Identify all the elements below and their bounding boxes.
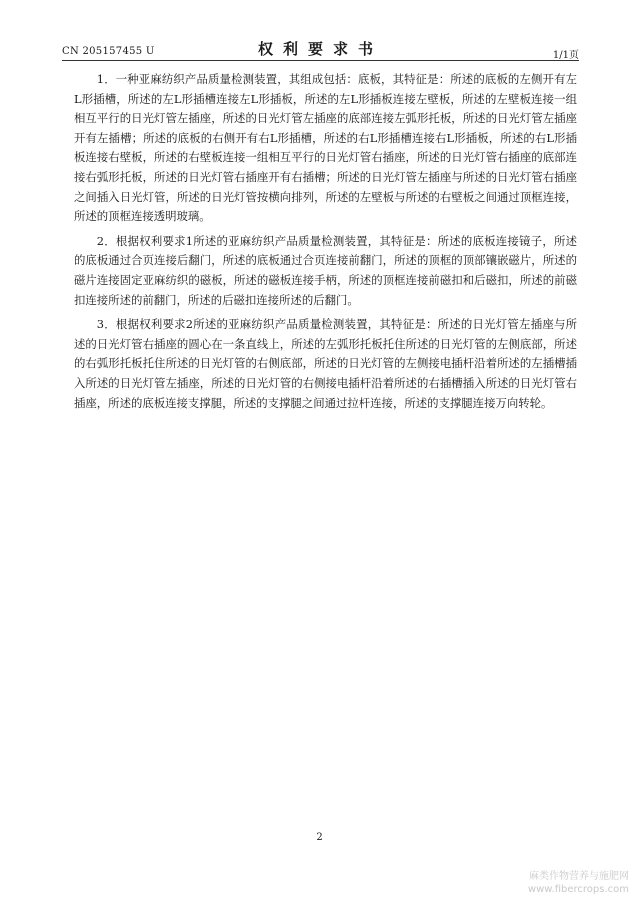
- claim-1: 1．一种亚麻纺织产品质量检测装置，其组成包括：底板，其特征是：所述的底板的左侧开有左L形插槽，所述的左L形插槽连接左L形插板，所述的左L形插板连接左壁板，所述的左壁板连接一组相互平行的日光灯管左插座，所述的日光灯管左插座的底部连接左弧形托板，所述的日光灯管左插座开有左插槽；所述的底板的右侧开有右L形插槽，所述的右L形插槽连接右L形插板，所述的右L形插板连接右壁板，所述的右壁板连接一组相互平行的日光灯管右插座，所述的日光灯管右插座的底部连接右弧形托板，所述的日光灯管右插座开有右插槽；所述的日光灯管左插座与所述的日光灯管右插座之间插入日光灯管，所述的日光灯管按横向排列，所述的左壁板与所述的右壁板之间通过顶框连接，所述的顶框连接透明玻璃。: [74, 72, 577, 224]
- page-header: [62, 38, 579, 61]
- page-indicator: 1/1页: [552, 50, 579, 61]
- document-title: 权利要求书: [257, 40, 383, 58]
- site-watermark: [528, 870, 629, 896]
- claims-body: [74, 70, 577, 418]
- page-number: 2: [316, 832, 323, 843]
- watermark-site-name: 麻类作物营养与施肥网: [529, 871, 629, 882]
- patent-number: CN 205157455 U: [62, 46, 155, 57]
- claim-3: 3．根据权利要求2所述的亚麻纺织产品质量检测装置，其特征是：所述的日光灯管左插座与所述的日光灯管右插座的圆心在一条直线上，所述的左弧形托板托住所述的日光灯管的左侧底部，所述的右弧形托板托住所述的日光灯管的右侧底部，所述的日光灯管的左侧接电插杆沿着所述的左插槽插入所述的日光灯管左插座，所述的日光灯管的右侧接电插杆沿着所述的右插槽插入所述的日光灯管右插座，所述的底板连接支撑腿，所述的支撑腿之间通过拉杆连接，所述的支撑腿连接万向转轮。: [74, 317, 577, 410]
- watermark-url: www.fibercrops.com: [527, 884, 629, 895]
- claim-2: 2．根据权利要求1所述的亚麻纺织产品质量检测装置，其特征是：所述的底板连接镜子，所述的底板通过合页连接后翻门，所述的底板通过合页连接前翻门，所述的顶框的顶部镶嵌磁片，所述的磁片连接固定亚麻纺织的磁板，所述的磁板连接手柄，所述的顶框连接前磁扣和后磁扣，所述的前磁扣连接所述的前翻门，所述的后磁扣连接所述的后翻门。: [74, 233, 577, 307]
- header-divider: [62, 60, 579, 61]
